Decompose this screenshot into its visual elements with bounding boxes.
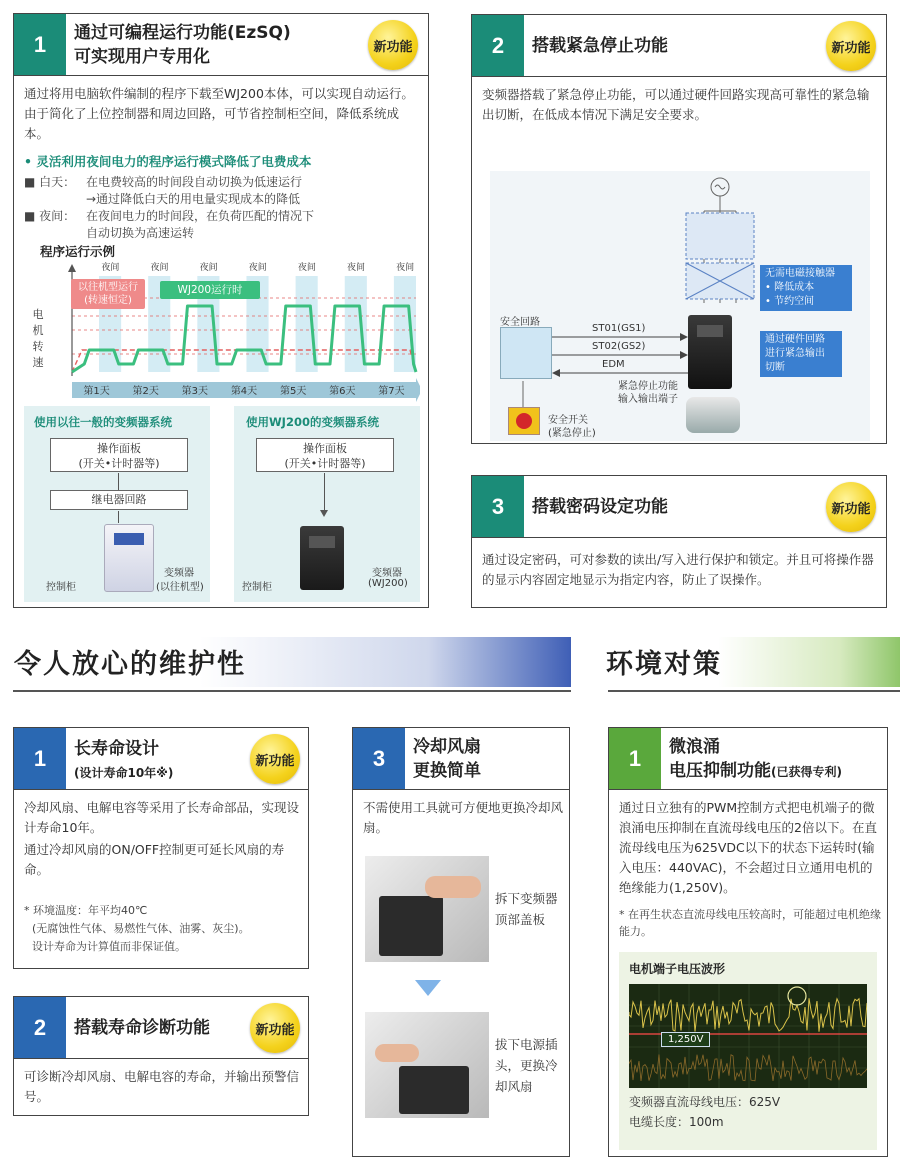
card-title-line1: 微浪涌	[669, 737, 720, 757]
new-feature-badge: 新功能	[826, 21, 876, 71]
card-number: 2	[14, 997, 66, 1058]
new-inverter-label-2: (WJ200)	[368, 578, 408, 589]
y-axis-label-char: 速	[32, 356, 44, 369]
hardware-line-3: 切断	[765, 362, 785, 373]
night-label: 夜间	[150, 263, 169, 273]
step-1-text: 拆下变频器顶部盖板	[495, 891, 558, 927]
safety-circuit-box	[500, 327, 552, 379]
card-header	[14, 997, 308, 1059]
contactor-benefit-2: • 节约空间	[765, 296, 815, 307]
system-new-title: 使用WJ200的变频器系统	[246, 415, 379, 429]
footnote-1: * 环境温度：年平均40℃	[24, 904, 148, 917]
switch-label-1: 安全开关	[548, 415, 588, 426]
operation-panel-box	[50, 438, 188, 472]
new-inverter-label-1: 变频器	[372, 568, 402, 579]
card-title-line1: 长寿命设计	[74, 739, 159, 759]
card-header	[14, 728, 308, 790]
patent-note: (已获得专利)	[771, 765, 842, 779]
relay-circuit-box: 继电器回路	[50, 490, 188, 510]
night-label: ■ 夜间：	[24, 209, 76, 223]
card-number: 3	[353, 728, 405, 789]
night-text-2: 自动切换为高速运转	[86, 226, 195, 240]
wj200-inverter-image	[688, 315, 732, 389]
operation-panel-box	[256, 438, 394, 472]
waveform-panel	[619, 952, 877, 1150]
night-label: 夜间	[347, 263, 366, 273]
card-number: 1	[14, 728, 66, 789]
day-text-2: →通过降低白天的用电量实现成本的降低	[86, 192, 301, 206]
x-tick-label: 第2天	[132, 386, 159, 397]
safety-circuit-label: 安全回路	[500, 317, 540, 328]
operation-panel-label: 操作面板	[97, 442, 141, 455]
emergency-stop-diagram	[490, 171, 870, 441]
card-password	[471, 475, 887, 608]
y-axis-arrow	[68, 264, 76, 272]
card-emergency-stop	[471, 14, 887, 444]
remove-cover-photo	[365, 856, 489, 962]
card-title-line2: 更换简单	[413, 761, 481, 781]
card-header	[14, 14, 428, 76]
card-title: 搭载密码设定功能	[532, 497, 668, 517]
operation-panel-sub: (开关•计时器等)	[284, 457, 366, 470]
card-title-main: 电压抑制功能	[669, 761, 771, 781]
x-tick-label: 第7天	[378, 386, 405, 397]
card-micro-surge	[608, 727, 888, 1157]
card-description: 不需使用工具就可方便地更换冷却风扇。	[363, 800, 564, 835]
contactor-benefit-1: • 降低成本	[765, 282, 815, 293]
card-header	[353, 728, 569, 790]
hardware-cutoff-callout	[760, 331, 842, 377]
new-feature-badge: 新功能	[826, 482, 876, 532]
card-header	[609, 728, 887, 790]
hardware-line-2: 进行紧急输出	[765, 348, 825, 359]
old-inverter-label-1: 变频器	[164, 568, 194, 579]
card-description: 可诊断冷却风扇、电解电容的寿命，并输出预警信号。	[24, 1069, 300, 1104]
x-axis-arrow	[416, 378, 420, 402]
legend-old-line1: 以往机型运行	[78, 282, 138, 293]
motor-image	[686, 397, 740, 433]
y-axis-label-char: 电	[32, 308, 44, 321]
contactor-title: 无需电磁接触器	[765, 268, 835, 279]
dc-bus-voltage: 变频器直流母线电压：625V	[629, 1095, 781, 1109]
operation-panel-sub: (开关•计时器等)	[78, 457, 160, 470]
wj200-inverter-image	[300, 526, 344, 590]
footnote: * 在再生状态直流母线电压较高时，可能超过电机绝缘能力。	[619, 908, 881, 938]
terminal-label-2: 输入输出端子	[618, 394, 678, 405]
card-header	[472, 15, 886, 77]
night-label: 夜间	[396, 263, 415, 273]
card-number: 1	[14, 14, 66, 75]
system-old-title: 使用以往一般的变频器系统	[34, 415, 172, 429]
section-title-maintenance: 令人放心的维护性	[14, 649, 246, 680]
card-title-line2: (设计寿命10年※)	[74, 766, 174, 780]
bullet-heading: • 灵活利用夜间电力的程序运行模式降低了电费成本	[24, 154, 312, 169]
footnote-3: 设计寿命为计算值而非保证值。	[32, 940, 186, 953]
no-contactor-callout	[760, 265, 852, 311]
old-inverter-label-2: (以往机型)	[156, 582, 204, 593]
chart-title: 程序运行示例	[40, 244, 116, 259]
footnote-2: (无腐蚀性气体、易燃性气体、油雾、灰尘)。	[32, 922, 250, 935]
step-2-text: 拔下电源插头，更换冷却风扇	[495, 1037, 558, 1094]
replace-fan-photo	[365, 1012, 489, 1118]
x-tick-label: 第1天	[83, 386, 110, 397]
day-text-1: 在电费较高的时间段自动切换为低速运行	[86, 175, 303, 189]
waveform-title: 电机端子电压波形	[629, 962, 726, 976]
card-title: 搭载寿命诊断功能	[74, 1018, 210, 1038]
card-description: 变频器搭载了紧急停止功能，可以通过硬件回路实现高可靠性的紧急输出切断，在低成本情况下满足安全要求。	[482, 87, 870, 122]
card-programmable-run	[13, 13, 429, 608]
terminal-label-1: 紧急停止功能	[618, 381, 678, 392]
y-axis-label-char: 机	[32, 324, 44, 337]
x-tick-label: 第3天	[181, 386, 209, 397]
emergency-stop-switch-image[interactable]	[508, 407, 540, 435]
card-fan-replacement	[352, 727, 570, 1157]
system-new-panel	[234, 406, 420, 602]
card-long-life	[13, 727, 309, 969]
x-tick-label: 第5天	[279, 386, 307, 397]
card-description: 通过设定密码，可对参数的读出/写入进行保护和锁定。并且可将操作器的显示内容固定地显示为指定内容，防止了误操作。	[482, 552, 874, 587]
y-axis-label-char: 转	[32, 340, 44, 353]
down-arrow-icon	[415, 980, 441, 996]
signal-st02: ST02(GS2)	[592, 341, 646, 352]
night-label: 夜间	[297, 263, 316, 273]
cabinet-label: 控制柜	[242, 582, 272, 593]
system-old-panel	[24, 406, 210, 602]
cabinet-label: 控制柜	[46, 582, 76, 593]
legend-old-line2: (转速恒定)	[84, 295, 132, 306]
night-label: 夜间	[101, 263, 120, 273]
card-number: 3	[472, 476, 524, 537]
voltage-label: 1,250V	[661, 1032, 710, 1047]
day-label: ■ 白天：	[24, 175, 76, 189]
card-title-line1: 通过可编程运行功能(EzSQ)	[74, 23, 291, 43]
card-description: 通过日立独有的PWM控制方式把电机端子的微浪涌电压抑制在直流母线电压的2倍以下。在直流母线电压为625VDC以下的状态下运转时(输入电压：440VAC)，不会超过日立通用电机的绝缘能力(1,250V)。	[619, 800, 877, 895]
night-label: 夜间	[248, 263, 267, 273]
new-feature-badge: 新功能	[250, 734, 300, 784]
card-title-line1: 冷却风扇	[413, 737, 481, 757]
signal-st01: ST01(GS1)	[592, 323, 646, 334]
x-tick-label: 第6天	[329, 386, 356, 397]
section-title-environment: 环境对策	[606, 649, 722, 680]
old-inverter-image	[104, 524, 154, 592]
new-feature-badge: 新功能	[368, 20, 418, 70]
operation-panel-label: 操作面板	[303, 442, 347, 455]
night-label: 夜间	[199, 263, 218, 273]
card-number: 1	[609, 728, 661, 789]
new-feature-badge: 新功能	[250, 1003, 300, 1053]
legend-new: WJ200运行时	[160, 281, 260, 299]
x-tick-label: 第4天	[230, 386, 258, 397]
night-text-1: 在夜间电力的时间段，在负荷匹配的情况下	[86, 209, 315, 223]
card-title-line2	[669, 760, 842, 784]
hardware-line-1: 通过硬件回路	[765, 334, 825, 345]
legend-old	[71, 279, 145, 309]
card-header	[472, 476, 886, 538]
card-life-diagnosis	[13, 996, 309, 1116]
switch-label-2: (紧急停止)	[548, 428, 596, 439]
signal-edm: EDM	[602, 359, 625, 370]
card-description-1: 冷却风扇、电解电容等采用了长寿命部品，实现设计寿命10年。	[24, 800, 300, 835]
card-description: 通过将用电脑软件编制的程序下载至WJ200本体，可以实现自动运行。由于简化了上位控制器和周边回路，可节省控制柜空间，降低系统成本。	[24, 86, 414, 141]
cable-length: 电缆长度：100m	[629, 1115, 724, 1129]
card-number: 2	[472, 15, 524, 76]
card-description-2: 通过冷却风扇的ON/OFF控制更可延长风扇的寿命。	[24, 842, 285, 877]
card-title-line2: 可实现用户专用化	[74, 47, 210, 67]
card-title: 搭载紧急停止功能	[532, 36, 668, 56]
